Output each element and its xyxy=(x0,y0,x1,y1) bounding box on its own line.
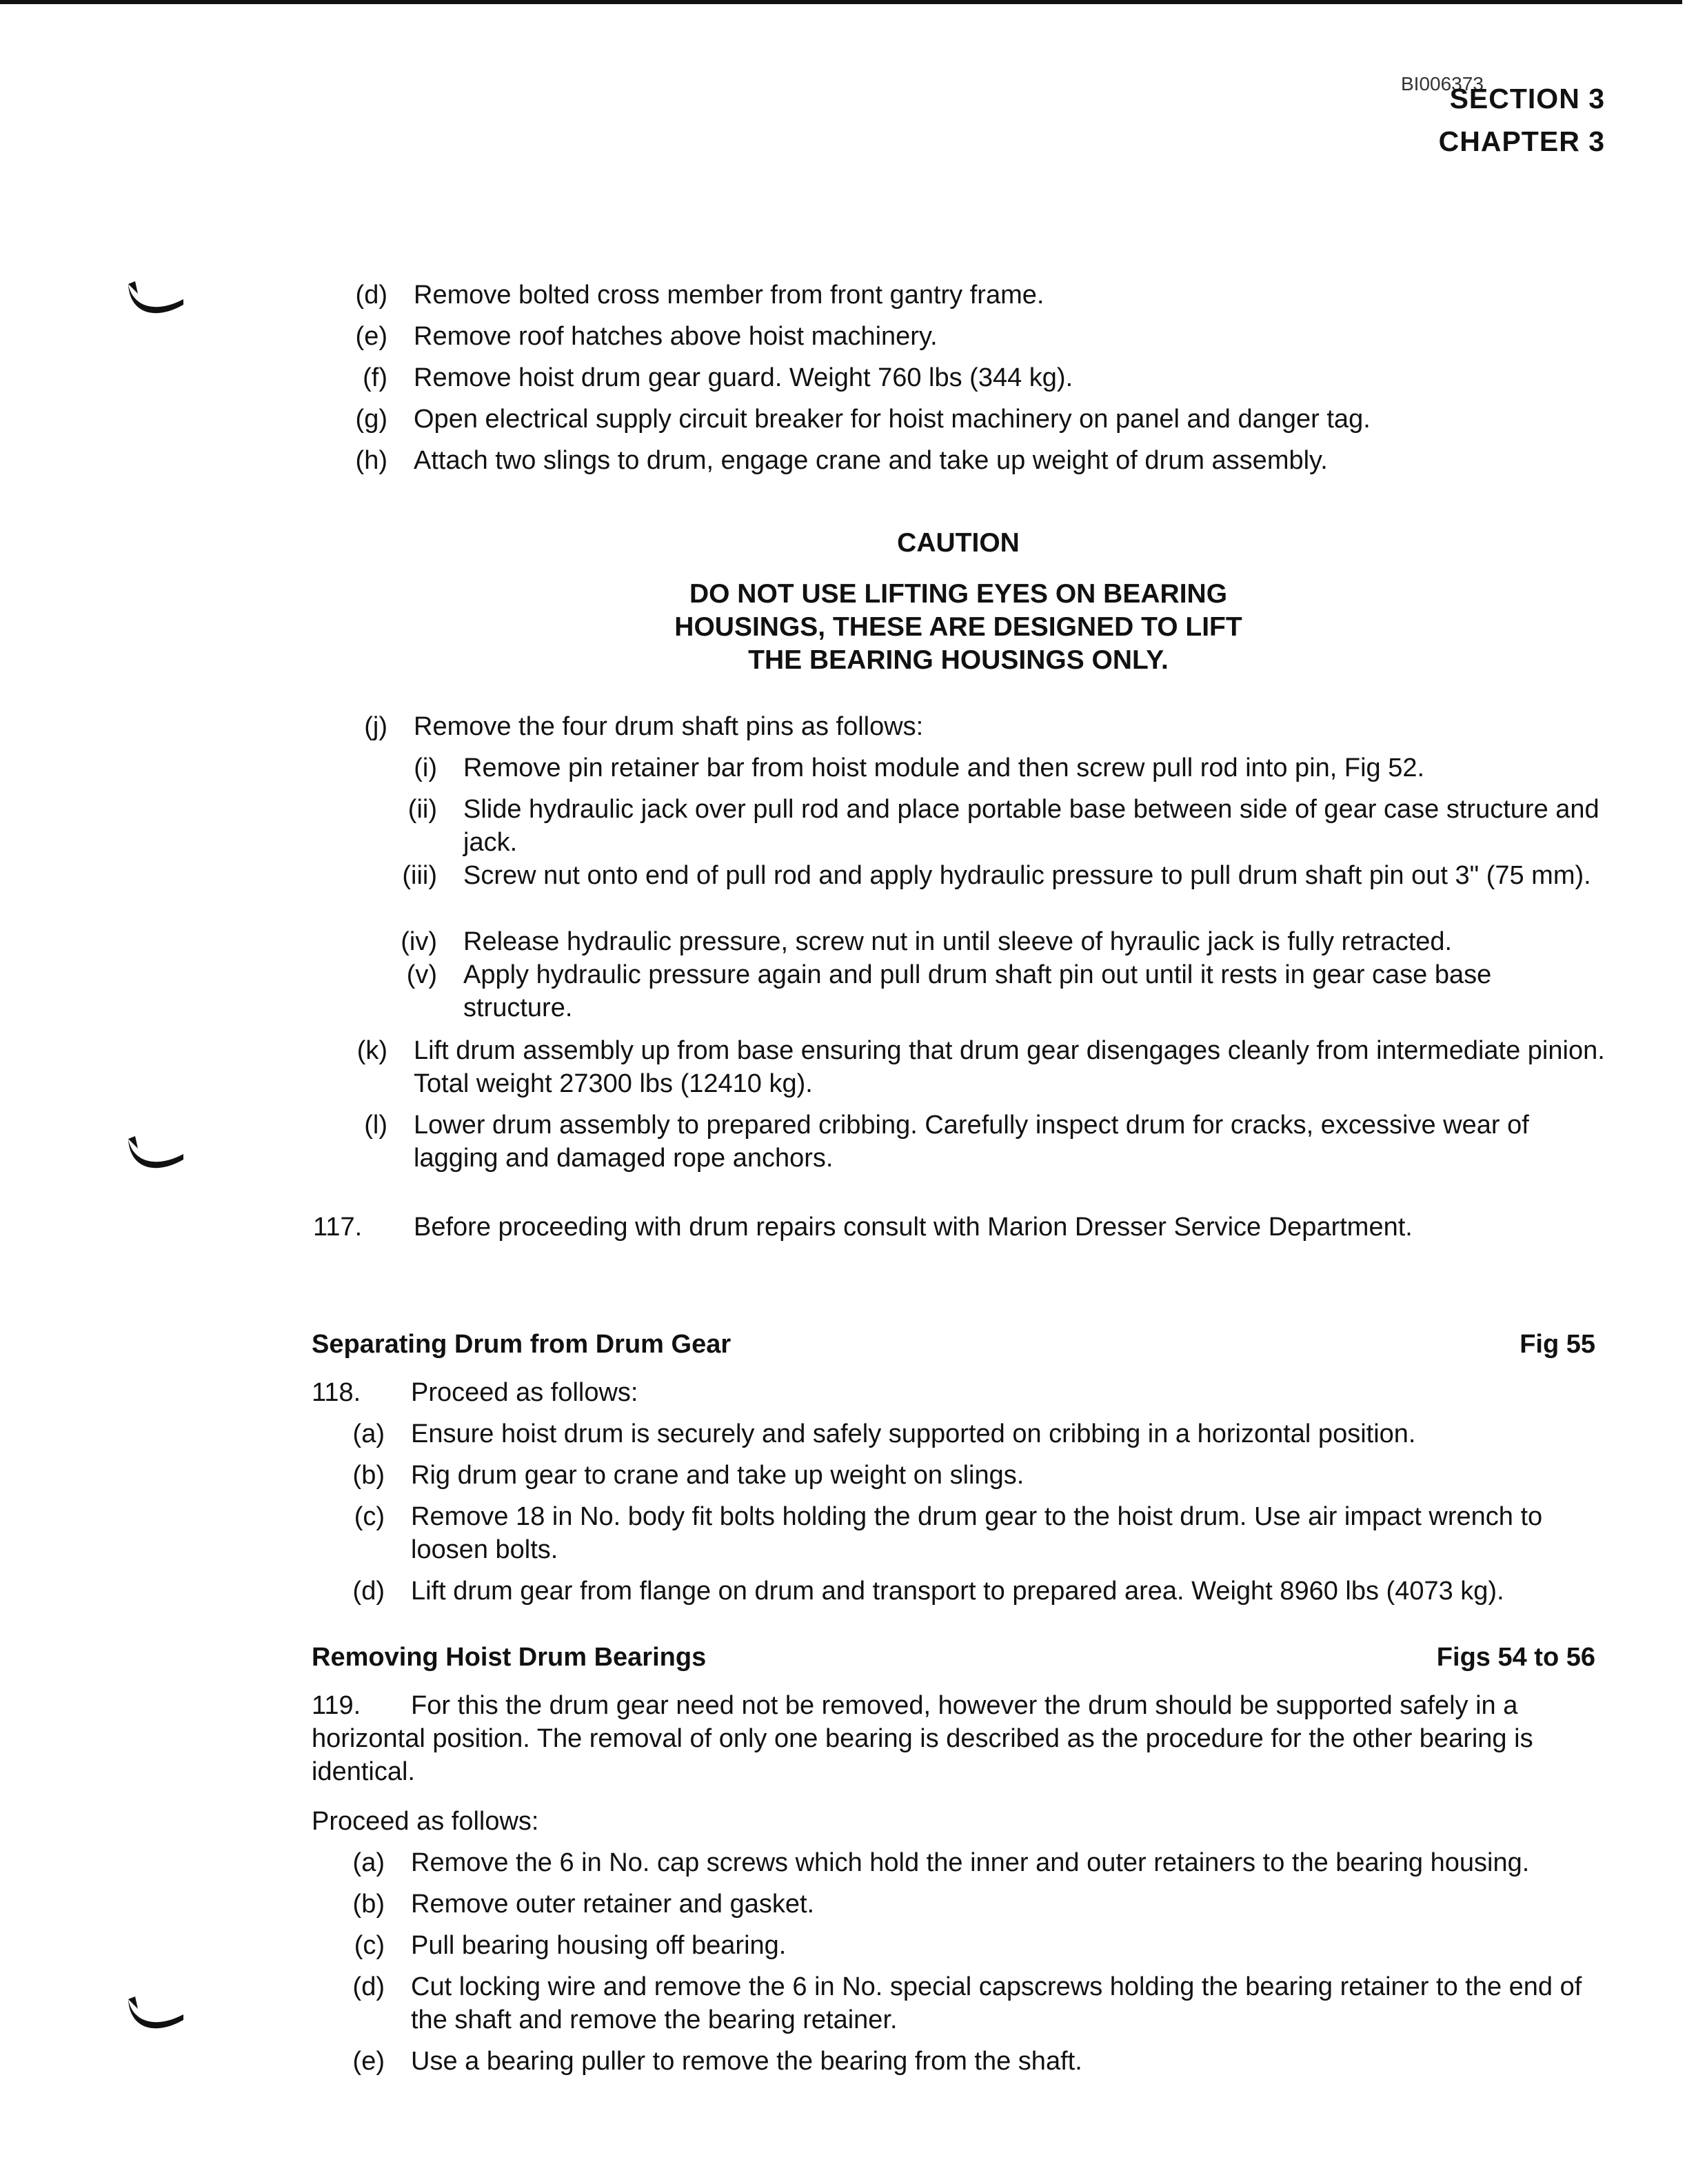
step-text: Remove hoist drum gear guard. Weight 760 lbs (344 kg). xyxy=(414,363,1073,392)
step-text: Use a bearing puller to remove the bearing from the shaft. xyxy=(411,2047,1082,2076)
step-label: (g) xyxy=(355,405,387,434)
paragraph-text: Proceed as follows: xyxy=(411,1378,638,1407)
section-header xyxy=(1439,77,1605,163)
paragraph-text: Before proceeding with drum repairs consult with Marion Dresser Service Department. xyxy=(414,1213,1413,1242)
step-text: Remove the 6 in No. cap screws which hold the inner and outer retainers to the bearing housing. xyxy=(411,1848,1530,1877)
binder-mark-icon xyxy=(127,1133,185,1175)
step-text: Remove the four drum shaft pins as follows: xyxy=(414,712,924,741)
step-text: Remove outer retainer and gasket. xyxy=(411,1890,815,1919)
substep-text: Slide hydraulic jack over pull rod and place portable base between side of gear case structure and jack. xyxy=(463,795,1599,857)
document-id: BI006373 xyxy=(1401,73,1484,94)
paragraph-number: 117. xyxy=(313,1213,363,1242)
step-label: (b) xyxy=(352,1890,385,1919)
paragraph-number: 118. xyxy=(312,1378,361,1407)
step-label: (l) xyxy=(364,1111,387,1140)
step-label: (d) xyxy=(355,281,387,310)
step-text: Lower drum assembly to prepared cribbing. Carefully inspect drum for cracks, excessive wear of lagging and damaged rope anchors. xyxy=(414,1111,1529,1173)
substep-label: (v) xyxy=(406,960,437,989)
paragraph-number: 119. xyxy=(312,1691,361,1720)
step-text: Pull bearing housing off bearing. xyxy=(411,1931,787,1960)
step-label: (k) xyxy=(356,1036,387,1065)
substep-text: Screw nut onto end of pull rod and apply hydraulic pressure to pull drum shaft pin out 3" (75 mm). xyxy=(463,861,1591,890)
step-text: Remove 18 in No. body fit bolts holding the drum gear to the hoist drum. Use air impact wrench to loosen bolts. xyxy=(411,1502,1543,1564)
step-label: (c) xyxy=(354,1502,385,1531)
paragraph-text: Proceed as follows: xyxy=(312,1807,539,1836)
step-label: (b) xyxy=(352,1461,385,1490)
caution-line: DO NOT USE LIFTING EYES ON BEARING xyxy=(689,579,1228,609)
substep-label: (iv) xyxy=(401,927,437,956)
section-heading: Removing Hoist Drum Bearings xyxy=(312,1643,707,1672)
step-label: (a) xyxy=(352,1848,385,1877)
step-text: Lift drum gear from flange on drum and transport to prepared area. Weight 8960 lbs (4073 kg). xyxy=(411,1577,1504,1606)
substep-label: (ii) xyxy=(407,795,437,824)
figure-reference: Fig 55 xyxy=(1520,1330,1595,1359)
figure-reference: Figs 54 to 56 xyxy=(1436,1643,1595,1672)
step-text: Remove bolted cross member from front gantry frame. xyxy=(414,281,1044,310)
substep-label: (iii) xyxy=(402,861,437,890)
section-label: SECTION 3 xyxy=(1449,83,1605,114)
substep-label: (i) xyxy=(414,754,437,782)
step-text: Open electrical supply circuit breaker for hoist machinery on panel and danger tag. xyxy=(414,405,1371,434)
step-label: (d) xyxy=(352,1577,385,1606)
step-text: Lift drum assembly up from base ensuring that drum gear disengages cleanly from intermediate pinion. Total weight 27300 lbs (12410 kg). xyxy=(414,1036,1605,1098)
substep-text: Apply hydraulic pressure again and pull drum shaft pin out until it rests in gear case base structure. xyxy=(463,960,1492,1022)
substep-text: Remove pin retainer bar from hoist module and then screw pull rod into pin, Fig 52. xyxy=(463,754,1425,782)
step-label: (d) xyxy=(352,1972,385,2001)
top-rule xyxy=(0,0,1682,4)
chapter-label: CHAPTER 3 xyxy=(1438,125,1605,157)
step-text: Rig drum gear to crane and take up weight on slings. xyxy=(411,1461,1024,1490)
step-label: (f) xyxy=(363,363,387,392)
step-label: (e) xyxy=(355,322,387,351)
substep-text: Release hydraulic pressure, screw nut in until sleeve of hyraulic jack is fully retracted. xyxy=(463,927,1453,956)
caution-title: CAUTION xyxy=(897,528,1020,558)
step-text: Remove roof hatches above hoist machinery. xyxy=(414,322,938,351)
step-label: (a) xyxy=(352,1419,385,1448)
caution-line: HOUSINGS, THESE ARE DESIGNED TO LIFT xyxy=(674,612,1242,642)
section-heading: Separating Drum from Drum Gear xyxy=(312,1330,731,1359)
step-text: Attach two slings to drum, engage crane and take up weight of drum assembly. xyxy=(414,446,1328,475)
binder-mark-icon xyxy=(127,279,185,320)
caution-line: THE BEARING HOUSINGS ONLY. xyxy=(748,645,1169,675)
step-text: Ensure hoist drum is securely and safely supported on cribbing in a horizontal position. xyxy=(411,1419,1416,1448)
paragraph-text: For this the drum gear need not be removed, however the drum should be supported safely in a horizontal position. The removal of only one bearing is described as the procedure for the other bearing is identical. xyxy=(312,1691,1533,1786)
step-label: (e) xyxy=(352,2047,385,2076)
binder-mark-icon xyxy=(127,1994,185,2035)
step-label: (c) xyxy=(354,1931,385,1960)
step-text: Cut locking wire and remove the 6 in No. special capscrews holding the bearing retainer to the end of the shaft and remove the bearing retainer. xyxy=(411,1972,1582,2034)
step-label: (j) xyxy=(364,712,387,741)
step-label: (h) xyxy=(355,446,387,475)
